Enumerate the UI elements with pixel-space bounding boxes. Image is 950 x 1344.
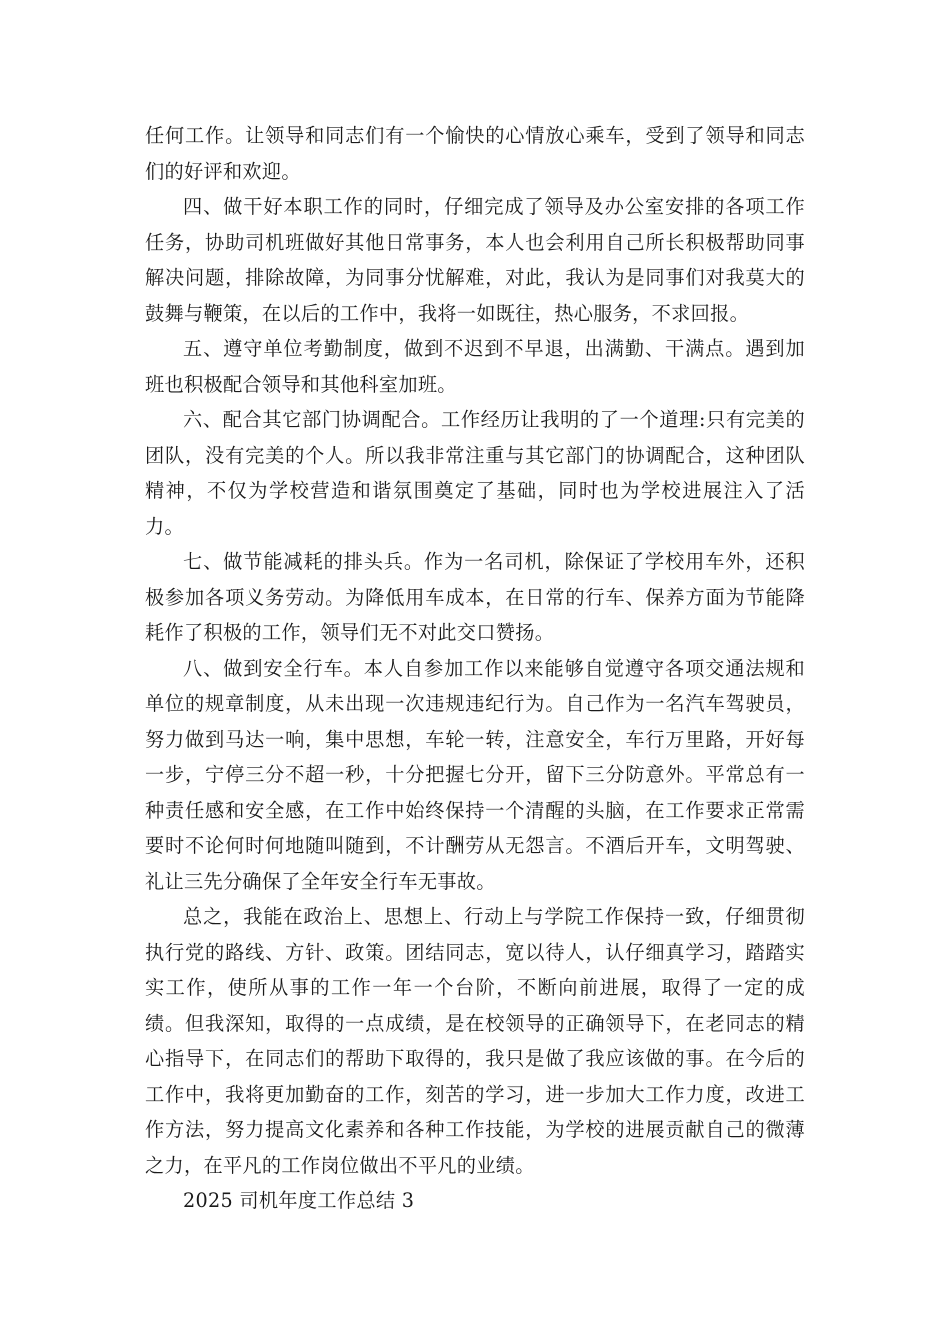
paragraph-summary: 总之，我能在政治上、思想上、行动上与学院工作保持一致，仔细贯彻执行党的路线、方针、政策。团结同志，宽以待人，认仔细真学习，踏踏实实工作，使所从事的工作一年一个台阶，不断向前进展，取得了一定的成绩。但我深知，取得的一点成绩，是在校领导的正确领导下，在老同志的精心指导下，在同志们的帮助下取得的，我只是做了我应该做的事。在今后的工作中，我将更加勤奋的工作，刻苦的学习，进一步加大工作力度，改进工作方法，努力提高文化素养和各种工作技能，为学校的进展贡献自己的微薄之力，在平凡的工作岗位做出不平凡的业绩。 xyxy=(145,905,805,1177)
section-heading: 2025 司机年度工作总结 3 xyxy=(183,1189,415,1212)
paragraph-item-8: 八、做到安全行车。本人自参加工作以来能够自觉遵守各项交通法规和单位的规章制度，从未出现一次违规违纪行为。自己作为一名汽车驾驶员，努力做到马达一响，集中思想，车轮一转，注意安全，车行万里路，开好每一步，宁停三分不超一秒，十分把握七分开，留下三分防意外。平常总有一种责任感和安全感，在工作中始终保持一个清醒的头脑，在工作要求正常需要时不论何时何地随叫随到，不计酬劳从无怨言。不酒后开车，文明驾驶、礼让三先分确保了全年安全行车无事故。 xyxy=(145,656,805,893)
paragraph-item-4: 四、做干好本职工作的同时，仔细完成了领导及办公室安排的各项工作任务，协助司机班做好其他日常事务，本人也会利用自己所长积极帮助同事解决问题，排除故障，为同事分忧解难，对此，我认为是同事们对我莫大的鼓舞与鞭策，在以后的工作中，我将一如既往，热心服务，不求回报。 xyxy=(145,195,805,325)
paragraph-item-7: 七、做节能减耗的排头兵。作为一名司机，除保证了学校用车外，还积极参加各项义务劳动。为降低用车成本，在日常的行车、保养方面为节能降耗作了积极的工作，领导们无不对此交口赞扬。 xyxy=(145,550,805,644)
paragraph-item-6: 六、配合其它部门协调配合。工作经历让我明的了一个道理:只有完美的团队，没有完美的个人。所以我非常注重与其它部门的协调配合，这种团队精神，不仅为学校营造和谐氛围奠定了基础，同时也为学校进展注入了活力。 xyxy=(145,408,805,538)
paragraph-item-5: 五、遵守单位考勤制度，做到不迟到不早退，出满勤、干满点。遇到加班也积极配合领导和其他科室加班。 xyxy=(145,337,805,396)
paragraph-continuation: 任何工作。让领导和同志们有一个愉快的心情放心乘车，受到了领导和同志们的好评和欢迎。 xyxy=(145,124,805,183)
document-page xyxy=(145,118,805,1219)
